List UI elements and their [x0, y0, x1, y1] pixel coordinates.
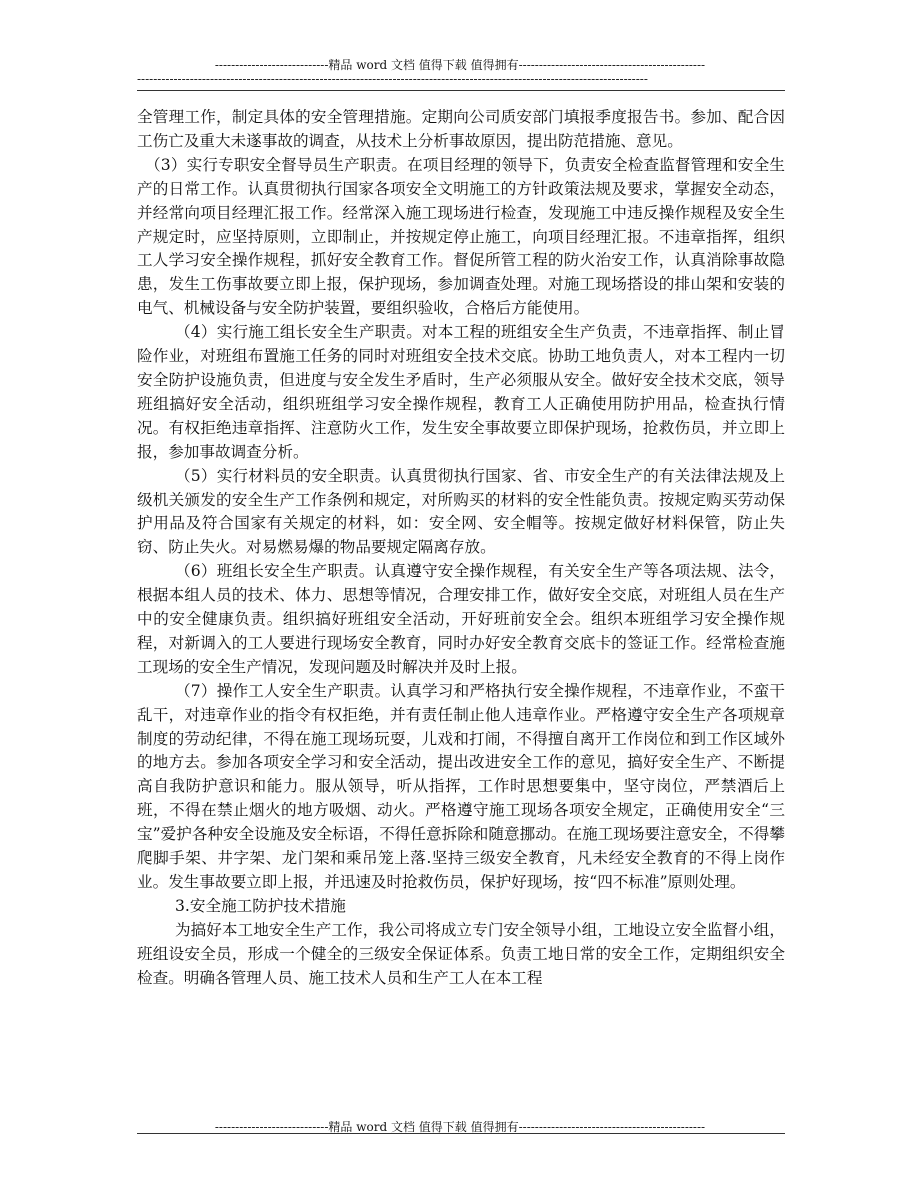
- paragraph-item-6: （6）班组长安全生产职责。认真遵守安全操作规程，有关安全生产等各项法规、法令，根据本组人员的技术、体力、思想等情况，合理安排工作，做好安全交底，对班组人员在生产中的安全健康负责。组织搞好班组安全活动，开好班前安全会。组织本班组学习安全操作规程，对新调入的工人要进行现场安全教育，同时办好安全教育交底卡的签证工作。经常检查施工现场的安全生产情况，发现问题及时解决并及时上报。: [137, 562, 785, 676]
- section-heading: 3.安全施工防护技术措施: [175, 896, 346, 915]
- paragraph-continuation: 全管理工作，制定具体的安全管理措施。定期向公司质安部门填报季度报告书。参加、配合因工伤亡及重大未遂事故的调查，从技术上分析事故原因，提出防范措施、意见。: [137, 108, 785, 150]
- document-body: [137, 106, 785, 991]
- header-watermark-text: ----------------------------精品 word 文档 值得下载 值得拥有----------------------------------------------: [214, 58, 706, 72]
- header-dash-line: ------------------------------------------------------------------------------------------------------------------------------: [137, 72, 648, 86]
- paragraph-section-3: 为搞好本工地安全生产工作，我公司将成立专门安全领导小组，工地设立安全监督小组，班组设安全员，形成一个健全的三级安全保证体系。负责工地日常的安全工作，定期组织安全检查。明确各管理人员、施工技术人员和生产工人在本工程: [137, 920, 785, 987]
- footer-watermark-text: ----------------------------精品 word 文档 值得下载 值得拥有----------------------------------------------: [214, 1120, 706, 1134]
- paragraph-item-3: （3）实行专职安全督导员生产职责。在项目经理的领导下，负责安全检查监督管理和安全生产的日常工作。认真贯彻执行国家各项安全文明施工的方针政策法规及要求，掌握安全动态，并经常向项目经理汇报工作。经常深入施工现场进行检查，发现施工中违反操作规程及安全生产规定时，应坚持原则，立即制止，并按规定停止施工，向项目经理汇报。不违章指挥，组织工人学习安全操作规程，抓好安全教育工作。督促所管工程的防火治安工作，认真消除事故隐患，发生工伤事故要立即上报，保护现场，参加调查处理。对施工现场搭设的排山架和安装的电气、机械设备与安全防护装置，要组织验收，合格后方能使用。: [137, 155, 785, 318]
- paragraph-item-5: （5）实行材料员的安全职责。认真贯彻执行国家、省、市安全生产的有关法律法规及上级机关颁发的安全生产工作条例和规定，对所购买的材料的安全性能负责。按规定购买劳动保护用品及符合国家有关规定的材料，如：安全网、安全帽等。按规定做好材料保管，防止失窃、防止失火。对易燃易爆的物品要规定隔离存放。: [137, 466, 785, 557]
- paragraph-item-7: （7）操作工人安全生产职责。认真学习和严格执行安全操作规程，不违章作业，不蛮干乱干，对违章作业的指令有权拒绝，并有责任制止他人违章作业。严格遵守安全生产各项规章制度的劳动纪律，不得在施工现场玩耍，儿戏和打闹，不得擅自离开工作岗位和到工作区域外的地方去。参加各项安全学习和安全活动，提出改进安全工作的意见，搞好安全生产、不断提高自我防护意识和能力。服从领导，听从指挥，工作时思想要集中，坚守岗位，严禁酒后上班，不得在禁止烟火的地方吸烟、动火。严格遵守施工现场各项安全规定，正确使用安全“三宝”爱护各种安全设施及安全标语，不得任意拆除和随意挪动。在施工现场要注意安全，不得攀爬脚手架、井字架、龙门架和乘吊笼上落.坚持三级安全教育，凡未经安全教育的不得上岗作业。发生事故要立即上报，并迅速及时抢救伤员，保护好现场，按“四不标准”原则处理。: [137, 681, 785, 891]
- header-rule: [137, 90, 785, 91]
- paragraph-item-4: （4）实行施工组长安全生产职责。对本工程的班组安全生产负责，不违章指挥、制止冒险作业，对班组布置施工任务的同时对班组安全技术交底。协助工地负责人，对本工程内一切安全防护设施负责，但进度与安全发生矛盾时，生产必须服从安全。做好安全技术交底，领导班组搞好安全活动，组织班组学习安全操作规程，教育工人正确使用防护用品，检查执行情况。有权拒绝违章指挥、注意防火工作，发生安全事故要立即保护现场，抢救伤员，并立即上报，参加事故调查分析。: [137, 323, 785, 461]
